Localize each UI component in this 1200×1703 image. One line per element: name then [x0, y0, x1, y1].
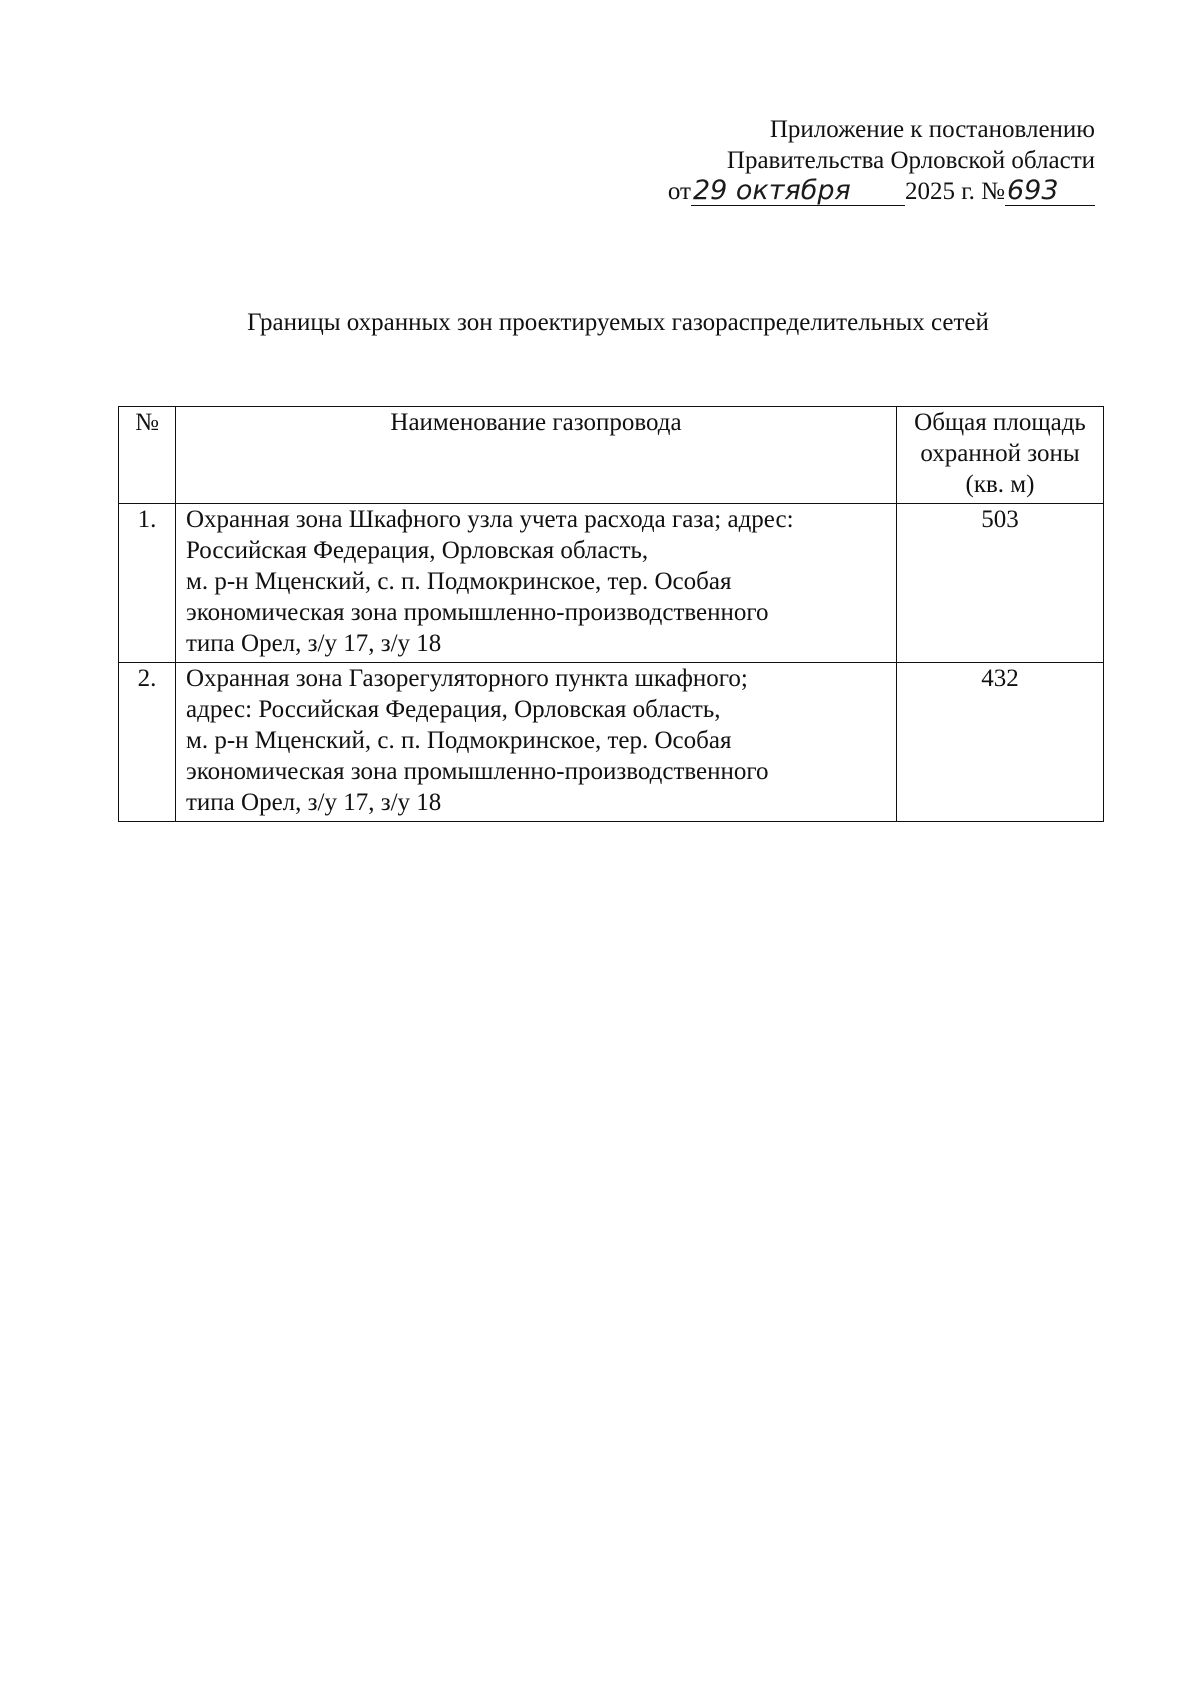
name-line: экономическая зона промышленно-производственного — [186, 758, 769, 785]
row-name — [176, 504, 897, 663]
zones-table — [118, 406, 1104, 822]
column-header-num: № — [119, 407, 176, 504]
handwritten-date: 29 октября — [691, 177, 905, 206]
column-header-area: Общая площадь охранной зоны (кв. м) — [897, 407, 1104, 504]
name-line: адрес: Российская Федерация, Орловская область, — [186, 696, 721, 723]
appendix-line-1: Приложение к постановлению — [769, 116, 1095, 143]
table-row — [119, 504, 1104, 663]
handwritten-number: 693 — [1005, 177, 1095, 206]
name-line: экономическая зона промышленно-производственного — [186, 599, 769, 626]
table-row — [119, 663, 1104, 822]
table-header-row — [119, 407, 1104, 504]
row-area: 432 — [897, 663, 1104, 822]
appendix-date-line — [615, 176, 1095, 207]
document-title: Границы охранных зон проектируемых газораспределительных сетей — [247, 309, 989, 336]
row-number: 1. — [119, 504, 176, 663]
name-line: Охранная зона Шкафного узла учета расхода газа; адрес: — [186, 506, 794, 533]
appendix-line-2: Правительства Орловской области — [726, 147, 1095, 174]
name-line: Охранная зона Газорегуляторного пункта шкафного; — [186, 665, 748, 692]
row-area: 503 — [897, 504, 1104, 663]
appendix-header — [615, 114, 1095, 207]
row-number: 2. — [119, 663, 176, 822]
name-line: типа Орел, з/у 17, з/у 18 — [186, 630, 442, 657]
name-line: типа Орел, з/у 17, з/у 18 — [186, 789, 442, 816]
name-line: Российская Федерация, Орловская область, — [186, 537, 649, 564]
name-line: м. р-н Мценский, с. п. Подмокринское, тер. Особая — [186, 727, 732, 754]
column-header-name: Наименование газопровода — [176, 407, 897, 504]
name-line: м. р-н Мценский, с. п. Подмокринское, тер. Особая — [186, 568, 732, 595]
year-text: 2025 г. № — [904, 178, 1005, 205]
date-prefix: от — [667, 178, 691, 205]
row-name — [176, 663, 897, 822]
